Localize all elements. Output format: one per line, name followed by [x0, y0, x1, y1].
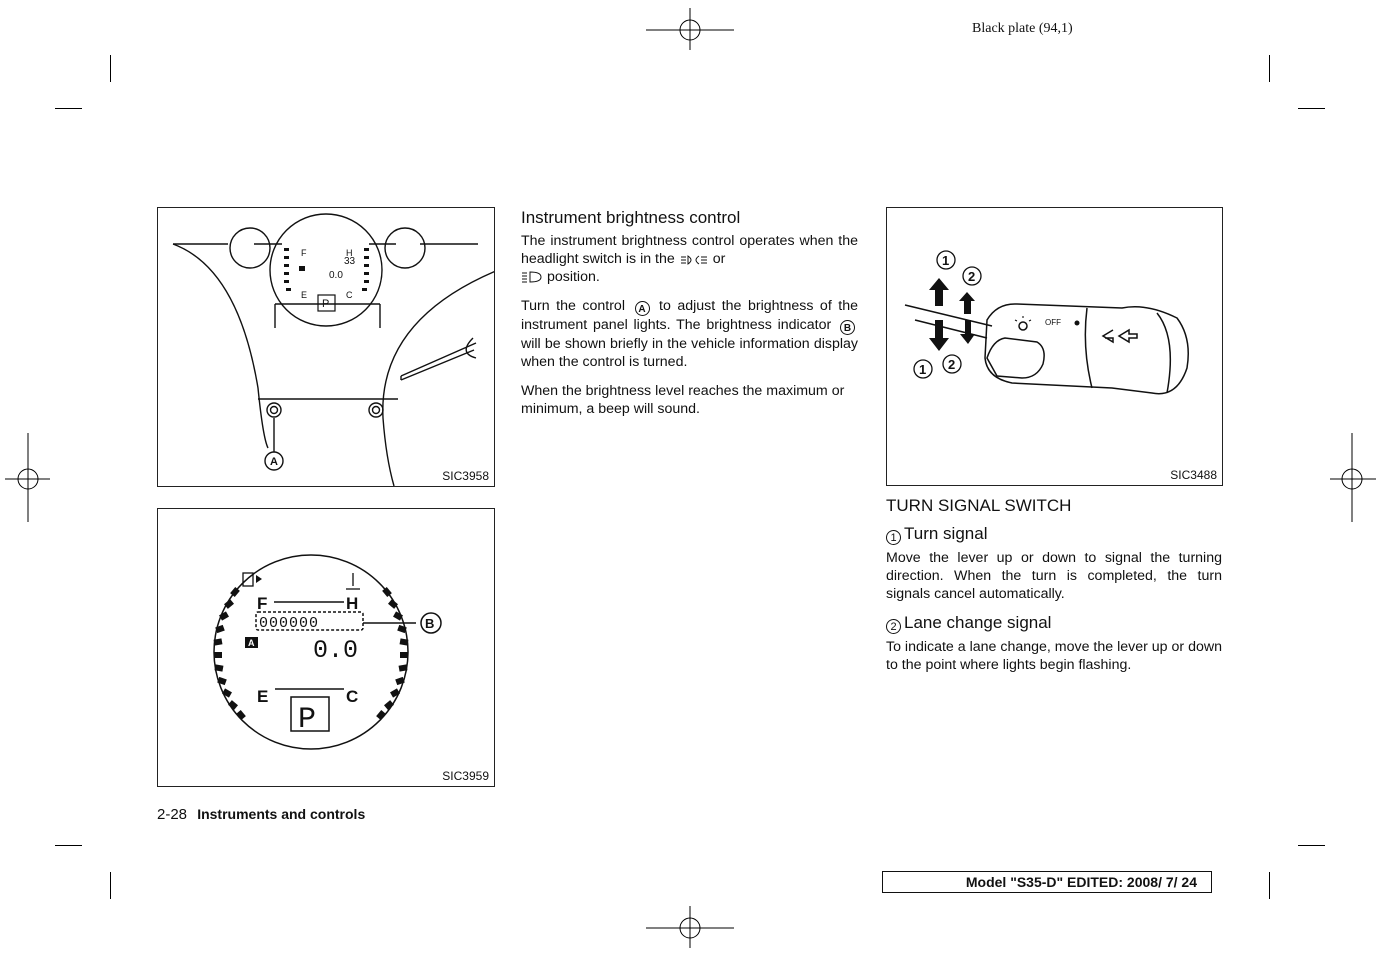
- brightness-section: [521, 208, 858, 418]
- svg-text:F: F: [301, 248, 307, 258]
- callout-b: B: [425, 616, 435, 631]
- callout-1: 1: [942, 253, 950, 268]
- gauge-empty: E: [257, 687, 269, 706]
- callout-1: 1: [919, 362, 927, 377]
- svg-text:H: H: [346, 248, 353, 258]
- number-badge: 1: [886, 530, 901, 545]
- svg-text:E: E: [301, 290, 308, 300]
- number-badge: 2: [886, 619, 901, 634]
- gauge-cold: C: [346, 687, 359, 706]
- paragraph: Move the lever up or down to signal the turning direction. When the turn is completed, the turn signals cancel automatically.: [886, 550, 1222, 602]
- odometer: 000000: [259, 615, 320, 632]
- text: The instrument brightness control operates when the headlight switch is in the: [521, 233, 858, 267]
- callout-2: 2: [968, 269, 976, 284]
- paragraph: When the brightness level reaches the maximum or minimum, a beep will sound.: [521, 383, 845, 417]
- text: position.: [546, 269, 600, 285]
- callout-2: 2: [948, 357, 956, 372]
- subsection-title: Turn signal: [904, 524, 988, 543]
- subsection-heading: [886, 613, 1222, 634]
- headlight-on-icon: [521, 270, 543, 284]
- turn-signal-lever-illustration: [887, 208, 1222, 485]
- subsection-title: Lane change signal: [904, 613, 1052, 632]
- figure-code: SIC3959: [442, 769, 489, 783]
- page-number: 2-28: [157, 806, 188, 823]
- text: or: [712, 251, 726, 267]
- trip-mode: A: [248, 638, 255, 648]
- section-name: Instruments and controls: [197, 806, 366, 822]
- turn-signal-section: [886, 496, 1222, 674]
- instrument-panel-illustration: [158, 208, 494, 486]
- off-label: OFF: [1045, 318, 1061, 327]
- svg-text:33: 33: [344, 256, 356, 267]
- page-footer: [157, 806, 365, 823]
- svg-text:P: P: [322, 298, 330, 310]
- paragraph: [521, 232, 858, 286]
- gauge-full: F: [257, 594, 268, 613]
- text: to adjust the brightness of the instrument panel lights. The brightness indicator: [521, 298, 858, 333]
- paragraph: To indicate a lane change, move the lever up or down to the point where lights begin flashing.: [886, 639, 1222, 673]
- svg-text:0.0: 0.0: [329, 270, 343, 281]
- figure-code: SIC3488: [1170, 468, 1217, 482]
- gear-indicator: P: [298, 703, 317, 737]
- figure-turn-signal-lever: [886, 207, 1223, 486]
- figure-gauge-display: [157, 508, 495, 787]
- text: Turn the control: [521, 298, 625, 314]
- callout-a: A: [270, 456, 278, 468]
- text: will be shown briefly in the vehicle information display when the control is turned.: [521, 336, 858, 370]
- gauge-hot: H: [346, 594, 359, 613]
- marker-b: B: [840, 320, 855, 335]
- gauge-display-illustration: [158, 509, 494, 786]
- marker-a: A: [635, 301, 650, 316]
- trip-value: 0.0: [313, 636, 359, 665]
- model-edited-box: Model "S35-D" EDITED: 2008/ 7/ 24: [882, 871, 1212, 893]
- paragraph: [521, 297, 858, 371]
- plate-label: Black plate (94,1): [972, 21, 1073, 36]
- svg-text:C: C: [346, 290, 353, 300]
- section-heading: Instrument brightness control: [521, 208, 741, 227]
- subsection-heading: [886, 524, 1222, 545]
- figure-code: SIC3958: [442, 469, 489, 483]
- section-heading: TURN SIGNAL SWITCH: [886, 496, 1072, 515]
- headlight-position-icon: [679, 254, 709, 266]
- figure-instrument-panel: [157, 207, 495, 487]
